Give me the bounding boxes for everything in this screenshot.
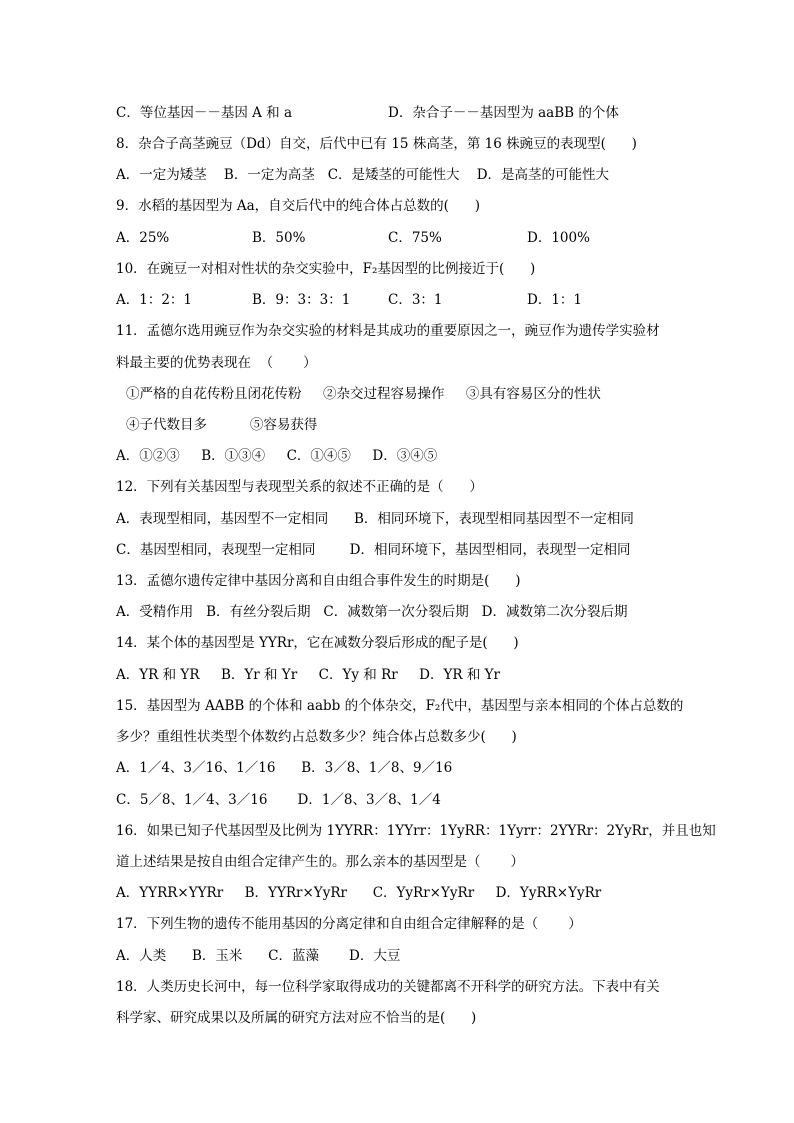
question-12-options-cd: C．基因型相同，表现型一定相同 D．相同环境下，基因型相同，表现型一定相同	[116, 542, 631, 558]
question-8-options: A．一定为矮茎 B．一定为高茎 C．是矮茎的可能性大 D．是高茎的可能性大	[116, 167, 610, 183]
question-16-line-2: 道上述结果是按自由组合定律产生的。那么亲本的基因型是（ ）	[116, 854, 525, 870]
question-11-options: A．①②③ B．①③④ C．①④⑤ D．③④⑤	[116, 448, 438, 464]
question-15-options-ab: A．1／4、3／16、1／16 B．3／8、1／8、9／16	[116, 760, 453, 776]
question-14: 14．某个体的基因型是 YYRr，它在减数分裂后形成的配子是( )	[116, 635, 519, 651]
question-13-options: A．受精作用 B．有丝分裂后期 C．减数第一次分裂后期 D．减数第二次分裂后期	[116, 604, 628, 620]
question-14-options: A．YR 和 YR B．Yr 和 Yr C．Yy 和 Rr D．YR 和 Yr	[116, 667, 501, 683]
question-13: 13．孟德尔遗传定律中基因分离和自由组合事件发生的时期是( )	[116, 573, 521, 589]
question-9: 9．水稻的基因型为 Aa，自交后代中的纯合体占总数的( )	[116, 198, 480, 214]
question-9-option-b: B．50%	[252, 230, 306, 246]
question-8: 8．杂合子高茎豌豆（Dd）自交，后代中已有 15 株高茎，第 16 株豌豆的表现型( )	[116, 136, 637, 152]
question-18-line-1: 18．人类历史长河中，每一位科学家取得成功的关键都离不开科学的研究方法。下表中有关	[116, 979, 660, 995]
question-11-statements-2: ④子代数目多 ⑤容易获得	[126, 417, 318, 433]
question-10-option-a: A．1：2：1	[116, 292, 193, 308]
question-16-line-1: 16．如果已知子代基因型及比例为 1YYRR：1YYrr：1YyRR：1Yyrr：2YYRr：2YyRr，并且也知	[116, 823, 716, 839]
question-10-option-c: C．3：1	[388, 292, 443, 308]
question-11-statements-1: ①严格的自花传粉且闭花传粉 ②杂交过程容易操作 ③具有容易区分的性状	[126, 386, 601, 402]
question-17-options: A．人类 B．玉米 C．蓝藻 D．大豆	[116, 948, 401, 964]
option-d-heterozygote: D．杂合子－－基因型为 aaBB 的个体	[388, 105, 619, 121]
question-9-option-c: C．75%	[388, 230, 442, 246]
question-12: 12．下列有关基因型与表现型关系的叙述不正确的是（ ）	[116, 479, 483, 495]
question-16-options: A．YYRR×YYRr B．YYRr×YyRr C．YyRr×YyRr D．YyRR×YyRr	[116, 885, 602, 901]
question-9-option-a: A．25%	[116, 230, 170, 246]
option-c-allele: C．等位基因－－基因 A 和 a	[116, 105, 293, 121]
question-9-option-d: D．100%	[527, 230, 590, 246]
question-10: 10．在豌豆一对相对性状的杂交实验中，F₂基因型的比例接近于( )	[116, 261, 536, 277]
question-10-option-b: B．9：3：3：1	[252, 292, 351, 308]
question-15-line-2: 多少？重组性状类型个体数约占总数多少？纯合体占总数多少( )	[116, 729, 517, 745]
question-12-options-ab: A．表现型相同，基因型不一定相同 B．相同环境下，表现型相同基因型不一定相同	[116, 511, 634, 527]
question-11-line-2: 料最主要的优势表现在 （ ）	[116, 355, 317, 371]
question-11-line-1: 11．孟德尔选用豌豆作为杂交实验的材料是其成功的重要原因之一，豌豆作为遗传学实验材	[116, 323, 660, 339]
question-15-line-1: 15．基因型为 AABB 的个体和 aabb 的个体杂交，F₂代中，基因型与亲本相同的个体占总数的	[116, 698, 684, 714]
question-18-line-2: 科学家、研究成果以及所属的研究方法对应不恰当的是( )	[116, 1010, 477, 1026]
question-15-options-cd: C．5／8、1／4、3／16 D．1／8、3／8、1／4	[116, 792, 441, 808]
question-17: 17．下列生物的遗传不能用基因的分离定律和自由组合定律解释的是（ ）	[116, 916, 582, 932]
question-10-option-d: D．1：1	[527, 292, 583, 308]
